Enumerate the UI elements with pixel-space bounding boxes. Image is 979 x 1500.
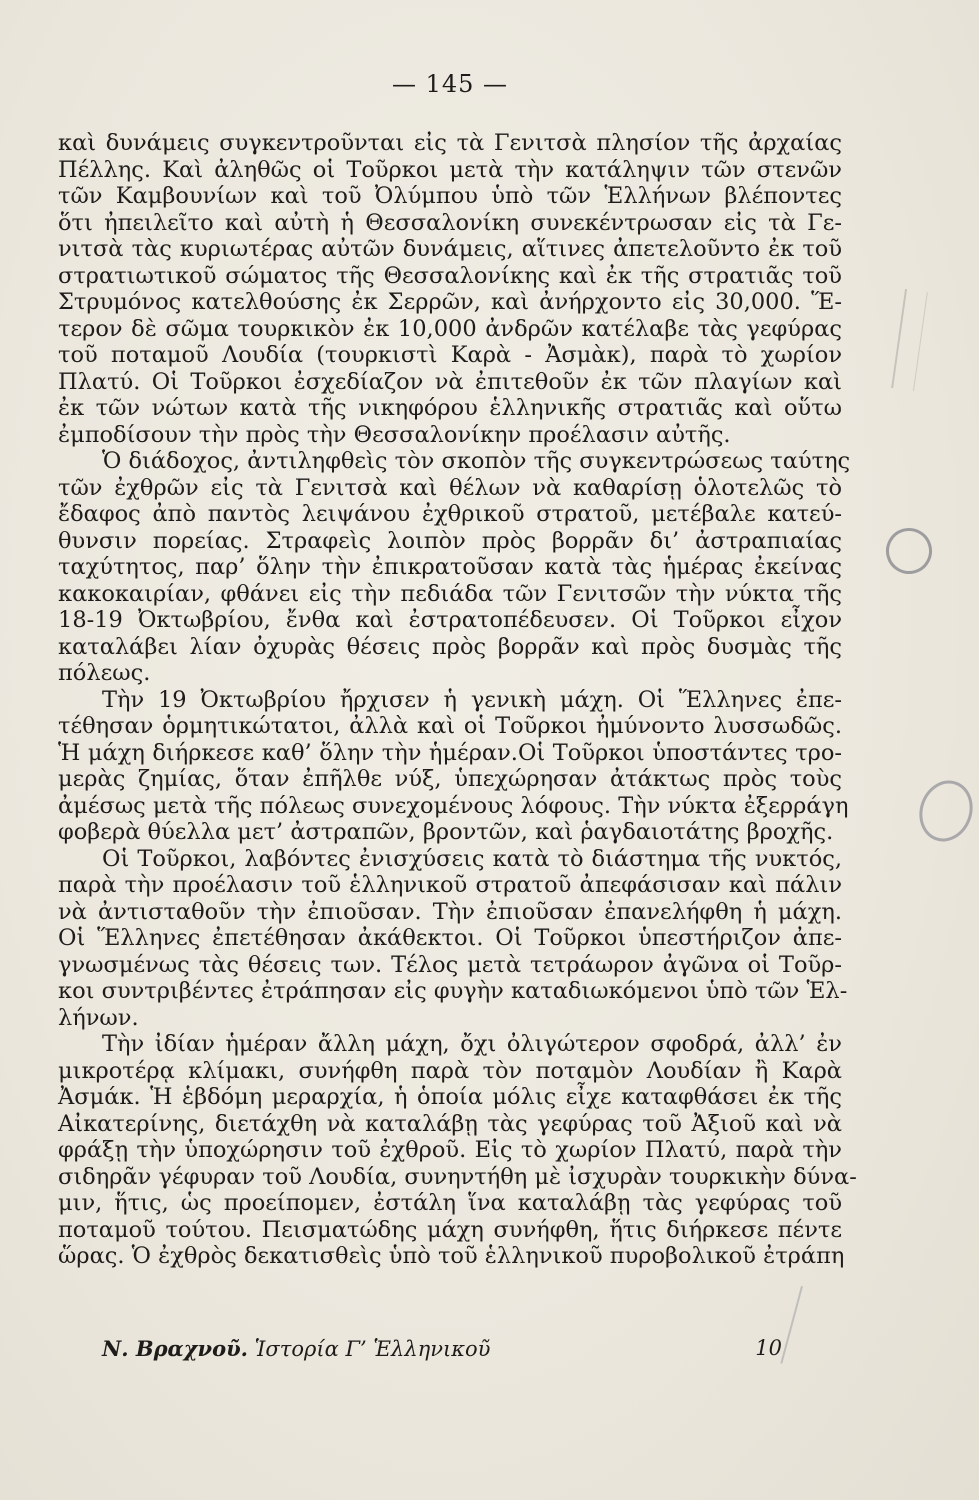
text-line: τῶν ἐχθρῶν εἰς τὰ Γενιτσὰ καὶ θέλων νὰ καθαρίσῃ ὁλοτελῶς τὸ: [58, 474, 842, 501]
text-line: τερον δὲ σῶμα τουρκικὸν ἐκ 10,000 ἀνδρῶν κατέλαβε τὰς γεφύρας: [58, 315, 842, 342]
text-line: λήνων.: [58, 1004, 139, 1031]
text-line: Αἰκατερίνης, διετάχθη νὰ καταλάβῃ τὰς γεφύρας τοῦ Ἀξιοῦ καὶ νὰ: [58, 1110, 842, 1137]
text-line: Ἀσμάκ. Ἡ ἑβδόμη μεραρχία, ἡ ὁποία μόλις εἶχε καταφθάσει ἐκ τῆς: [58, 1084, 842, 1110]
text-line: ἀμέσως μετὰ τῆς πόλεως συνεχομένους λόφους. Τὴν νύκτα ἐξερράγη: [58, 792, 849, 819]
text-line: Ἡ μάχη διήρκεσε καθ’ ὅλην τὴν ἡμέραν.Οἱ Τοῦρκοι ὑποστάντες τρο-: [58, 739, 842, 766]
text-line: Τὴν ἰδίαν ἡμέραν ἄλλη μάχη, ὄχι ὀλιγώτερον σφοδρά, ἀλλ’ ἐν: [102, 1031, 842, 1057]
text-line: φράξῃ τὴν ὑποχώρησιν τοῦ ἐχθροῦ. Εἰς τὸ χωρίον Πλατύ, παρὰ τὴν: [58, 1137, 842, 1163]
text-line: ποταμοῦ τούτου. Πεισματώδης μάχη συνήφθη, ἥτις διήρκεσε πέντε: [58, 1216, 842, 1243]
page-number: — 145 —: [391, 70, 509, 98]
text-line: γνωσμένως τὰς θέσεις των. Τέλος μετὰ τετράωρον ἀγῶνα οἱ Τοῦρ-: [58, 951, 842, 978]
text-line: στρατιωτικοῦ σώματος τῆς Θεσσαλονίκης καὶ ἐκ τῆς στρατιᾶς τοῦ: [58, 262, 842, 289]
library-stamp-icon: [881, 523, 937, 579]
text-line: μικροτέρᾳ κλίμακι, συνήφθη παρὰ τὸν ποταμὸν Λουδίαν ἢ Καρὰ: [58, 1057, 842, 1084]
body-text: [58, 130, 857, 1270]
text-line: Οἱ Ἕλληνες ἐπετέθησαν ἀκάθεκτοι. Οἱ Τοῦρκοι ὑπεστήριζον ἀπε-: [58, 925, 842, 951]
text-line: Τὴν 19 Ὀκτωβρίου ἤρχισεν ἡ γενικὴ μάχη. Οἱ Ἕλληνες ἐπε-: [102, 686, 842, 713]
text-line: μιν, ἥτις, ὡς προείπομεν, ἐστάλη ἵνα καταλάβῃ τὰς γεφύρας τοῦ: [58, 1190, 842, 1216]
footer-author: Ν. Βραχνοῦ.: [102, 1336, 248, 1361]
text-line: Οἱ Τοῦρκοι, λαβόντες ἐνισχύσεις κατὰ τὸ διάστημα τῆς νυκτός,: [102, 845, 842, 872]
text-line: Ὁ διάδοχος, ἀντιληφθεὶς τὸν σκοπὸν τῆς συγκεντρώσεως ταύτης: [102, 448, 851, 474]
text-line: τοῦ ποταμοῦ Λουδία (τουρκιστὶ Καρὰ - Ἀσμὰκ), παρὰ τὸ χωρίον: [58, 342, 842, 368]
text-line: 18-19 Ὀκτωβρίου, ἔνθα καὶ ἐστρατοπέδευσεν. Οἱ Τοῦρκοι εἶχον: [58, 607, 842, 633]
text-line: μερὰς ζημίας, ὅταν ἐπῆλθε νύξ, ὑπεχώρησαν ἀτάκτως πρὸς τοὺς: [58, 766, 842, 792]
text-line: σιδηρᾶν γέφυραν τοῦ Λουδία, συνηντήθη μὲ ἰσχυρὰν τουρκικὴν δύνα-: [58, 1163, 857, 1190]
text-line: Στρυμόνος κατελθούσης ἐκ Σερρῶν, καὶ ἀνήρχοντο εἰς 30,000. Ἕ-: [58, 289, 842, 315]
text-line: ὥρας. Ὁ ἐχθρὸς δεκατισθεὶς ὑπὸ τοῦ ἑλληνικοῦ πυροβολικοῦ ἐτράπη: [58, 1243, 845, 1269]
text-line: ἐμποδίσουν τὴν πρὸς τὴν Θεσσαλονίκην προέλασιν αὐτῆς.: [58, 421, 731, 448]
text-line: πόλεως.: [58, 660, 151, 686]
text-line: κοι συντριβέντες ἐτράπησαν εἰς φυγὴν καταδιωκόμενοι ὑπὸ τῶν Ἑλ-: [58, 978, 848, 1004]
text-line: Πλατύ. Οἱ Τοῦρκοι ἐσχεδίαζον νὰ ἐπιτεθοῦν ἐκ τῶν πλαγίων καὶ: [58, 368, 842, 395]
page-footer: [102, 1336, 782, 1361]
text-line: ταχύτητος, παρ’ ὅλην τὴν ἐπικρατοῦσαν κατὰ τὰς ἡμέρας ἐκείνας: [58, 554, 842, 580]
text-line: Πέλλης. Καὶ ἀληθῶς οἱ Τοῦρκοι μετὰ τὴν κατάληψιν τῶν στενῶν: [58, 156, 842, 183]
text-line: κακοκαιρίαν, φθάνει εἰς τὴν πεδιάδα τῶν Γενιτσῶν τὴν νύκτα τῆς: [58, 580, 842, 607]
text-line: καὶ δυνάμεις συγκεντροῦνται εἰς τὰ Γενιτσὰ πλησίον τῆς ἀρχαίας: [58, 130, 842, 156]
text-line: ἐκ τῶν νώτων κατὰ τῆς νικηφόρου ἑλληνικῆς στρατιᾶς καὶ οὕτω: [58, 395, 842, 421]
text-line: τέθησαν ὁρμητικώτατοι, ἀλλὰ καὶ οἱ Τοῦρκοι ἠμύνοντο λυσσωδῶς.: [58, 713, 842, 739]
text-line: καταλάβει λίαν ὀχυρὰς θέσεις πρὸς βορρᾶν καὶ πρὸς δυσμὰς τῆς: [58, 633, 842, 660]
text-line: νιτσὰ τὰς κυριωτέρας αὐτῶν δυνάμεις, αἵτινες ἀπετελοῦντο ἐκ τοῦ: [58, 236, 842, 262]
text-line: παρὰ τὴν προέλασιν τοῦ ἑλληνικοῦ στρατοῦ ἀπεφάσισαν καὶ πάλιν: [58, 872, 842, 898]
footer-title: Ἱστορία Γ’ Ἑλληνικοῦ: [254, 1337, 491, 1361]
text-line: φοβερὰ θύελλα μετ’ ἀστραπῶν, βροντῶν, καὶ ῥαγδαιοτάτης βροχῆς.: [58, 819, 834, 845]
margin-mark: [891, 289, 928, 391]
text-line: νὰ ἀντισταθοῦν τὴν ἐπιοῦσαν. Τὴν ἐπιοῦσαν ἐπανελήφθη ἡ μάχη.: [58, 898, 842, 925]
library-stamp-icon: [911, 773, 979, 849]
text-line: ὅτι ἠπειλεῖτο καὶ αὐτὴ ἡ Θεσσαλονίκη συνεκέντρωσαν εἰς τὰ Γε-: [58, 209, 842, 236]
footer-sheet-number: 10: [755, 1336, 782, 1360]
text-line: τῶν Καμβουνίων καὶ τοῦ Ὀλύμπου ὑπὸ τῶν Ἑλλήνων βλέποντες: [58, 183, 842, 209]
text-line: ἔδαφος ἀπὸ παντὸς λειψάνου ἐχθρικοῦ στρατοῦ, μετέβαλε κατεύ-: [58, 501, 842, 527]
margin-mark: [780, 1286, 841, 1374]
text-line: θυνσιν πορείας. Στραφεὶς λοιπὸν πρὸς βορρᾶν δι’ ἀστραπιαίας: [58, 527, 842, 554]
